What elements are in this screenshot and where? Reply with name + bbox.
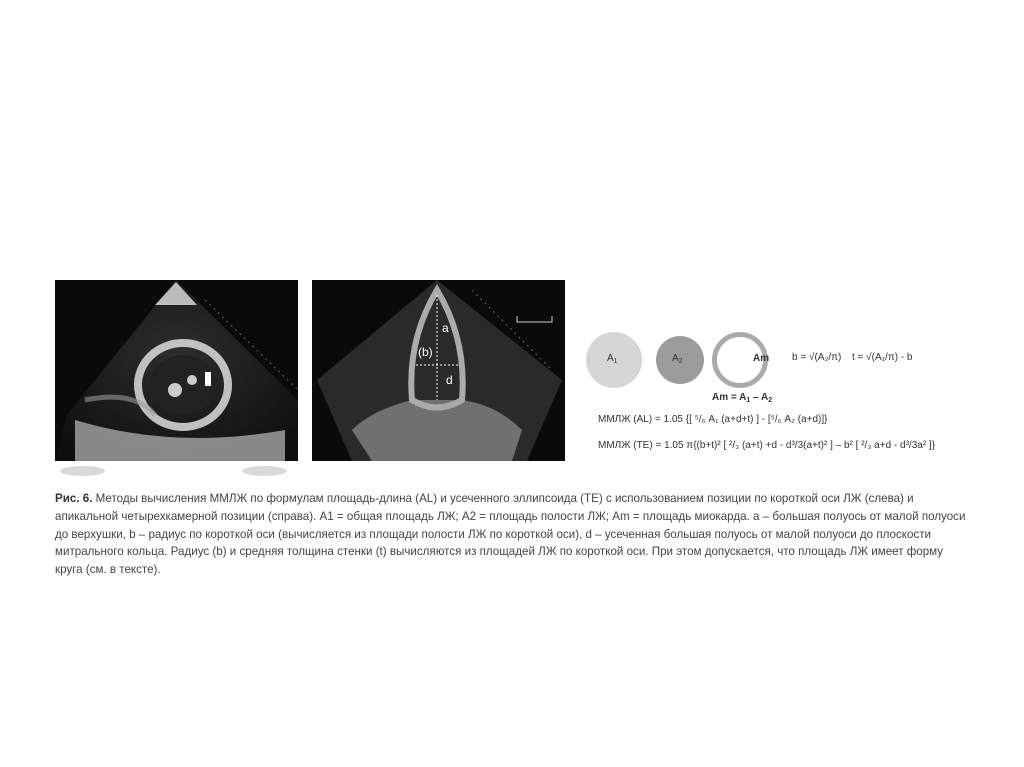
label-a: a (442, 321, 449, 335)
label-b: (b) (418, 345, 433, 359)
figure-caption (55, 490, 967, 579)
a1-label: $A_1$ (607, 353, 618, 365)
formula-al: ММЛЖ (AL) = 1.05 {[ ⁵/₆ A₁ (a+d+t) ] - [⁵/₆ A₂ (a+d)]} (598, 414, 828, 425)
b-equation: b = √(A₂/π) (792, 352, 842, 363)
short-axis-echo-image (55, 280, 298, 461)
caption-label: Рис. 6. (55, 492, 93, 505)
am-equation: $Am = A_1 - A_2$ (712, 392, 773, 404)
t-equation: t = √(A₁/π) - b (852, 352, 913, 363)
apical-four-chamber-echo-image (312, 280, 565, 461)
a2-label: $A_2$ (672, 353, 683, 365)
image-residue (60, 466, 105, 476)
formula-te: ММЛЖ (TE) = 1.05 π{(b+t)² [ ²/₃ (a+t) +d - d³/3(a+t)² ] – b² [ ²/₃ a+d - d³/3a² ]} (598, 440, 936, 451)
caption-text: Методы вычисления ММЛЖ по формулам площадь-длина (AL) и усеченного эллипсоида (TE) с использованием позиции по короткой оси ЛЖ (слева) и апикальной четырехкамерной позиции (справа). A1 = общая площадь ЛЖ; A2 = площадь полости ЛЖ; Am = площадь миокарда. a – большая полуось от малой полуоси до верхушки, b – радиус по короткой оси (вычисляется из площади полости ЛЖ по короткой оси), d – усеченная большая полуось от малой полуоси до плоскости митрального кольца. Радиус (b) и средняя толщина стенки (t) вычисляются из площадей ЛЖ по короткой оси. При этом допускается, что площадь ЛЖ имеет форму круга (см. в тексте). (55, 492, 966, 577)
label-d: d (446, 373, 453, 387)
am-label: Am (753, 353, 770, 364)
image-residue (242, 466, 287, 476)
